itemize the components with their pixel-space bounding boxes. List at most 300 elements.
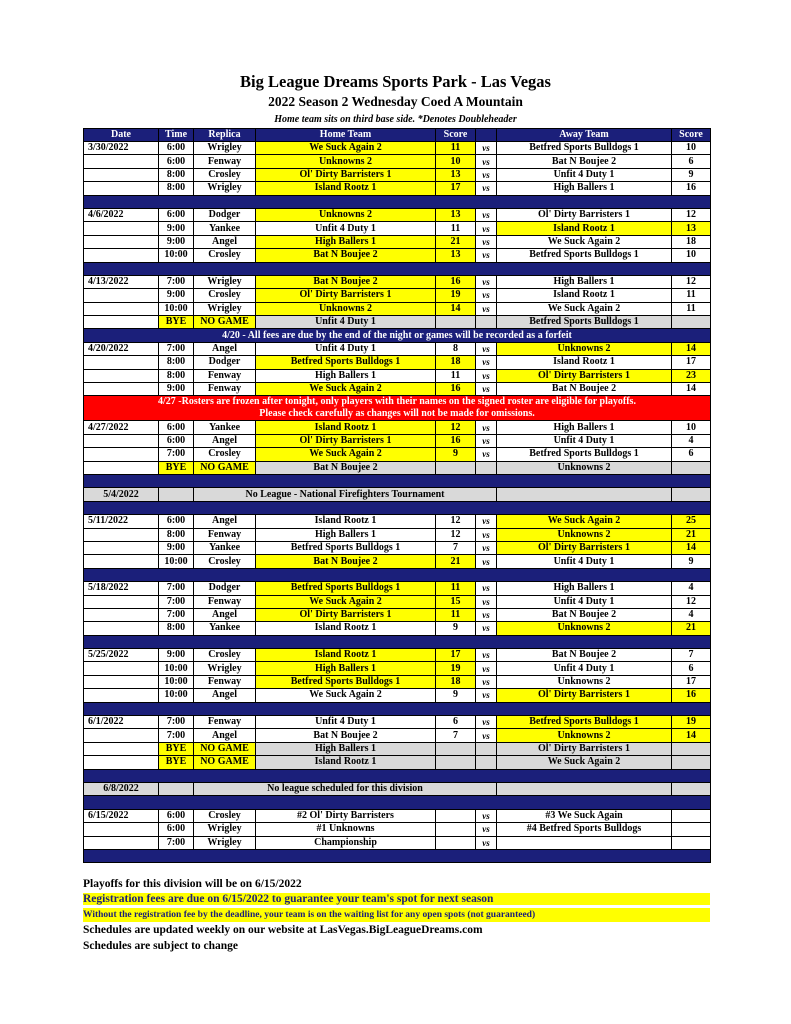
home-team-cell: Island Rootz 1 xyxy=(256,182,436,195)
away-score-cell: 4 xyxy=(672,434,711,447)
home-score-cell: 15 xyxy=(436,595,476,608)
replica-cell: Wrigley xyxy=(194,823,256,836)
away-score-cell: 14 xyxy=(672,729,711,742)
separator-row xyxy=(84,262,711,275)
home-team-cell: Unfit 4 Duty 1 xyxy=(256,222,436,235)
away-team-cell: Betfred Sports Bulldogs 1 xyxy=(497,316,672,329)
waiting-list-note: Without the registration fee by the deadline, your team is on the waiting list for any open spots (not guaranteed) xyxy=(83,908,710,922)
away-team-cell: High Ballers 1 xyxy=(497,275,672,288)
replica-cell: Angel xyxy=(194,434,256,447)
away-score-cell: 14 xyxy=(672,342,711,355)
away-score-cell: 6 xyxy=(672,662,711,675)
time-cell: 9:00 xyxy=(159,235,194,248)
away-score-cell: 16 xyxy=(672,689,711,702)
away-score-cell: 4 xyxy=(672,608,711,621)
time-cell: 8:00 xyxy=(159,168,194,181)
away-team-cell: Ol' Dirty Barristers 1 xyxy=(497,541,672,554)
home-score-cell: 11 xyxy=(436,142,476,155)
vs-cell: vs xyxy=(476,662,497,675)
home-score-cell: 18 xyxy=(436,356,476,369)
date-cell xyxy=(84,662,159,675)
date-cell xyxy=(84,289,159,302)
replica-cell: Angel xyxy=(194,342,256,355)
empty-cell xyxy=(159,782,194,795)
home-team-cell: Bat N Boujee 2 xyxy=(256,461,436,474)
game-row xyxy=(84,608,711,621)
date-cell xyxy=(84,155,159,168)
away-score-cell xyxy=(672,836,711,849)
date-cell xyxy=(84,608,159,621)
separator-row xyxy=(84,635,711,648)
away-team-cell: High Ballers 1 xyxy=(497,582,672,595)
replica-cell: Angel xyxy=(194,729,256,742)
game-row xyxy=(84,515,711,528)
bye-row xyxy=(84,742,711,755)
replica-cell: Wrigley xyxy=(194,662,256,675)
date-cell: 4/20/2022 xyxy=(84,342,159,355)
time-cell: 6:00 xyxy=(159,515,194,528)
replica-cell: Angel xyxy=(194,608,256,621)
away-team-cell: We Suck Again 2 xyxy=(497,302,672,315)
replica-cell: Yankee xyxy=(194,622,256,635)
home-team-cell: We Suck Again 2 xyxy=(256,383,436,396)
away-team-cell: We Suck Again 2 xyxy=(497,515,672,528)
replica-cell: Crosley xyxy=(194,448,256,461)
away-team-cell: Ol' Dirty Barristers 1 xyxy=(497,369,672,382)
away-score-cell: 18 xyxy=(672,235,711,248)
away-score-cell: 12 xyxy=(672,208,711,221)
game-row xyxy=(84,249,711,262)
date-cell xyxy=(84,383,159,396)
vs-cell xyxy=(476,742,497,755)
away-team-cell: High Ballers 1 xyxy=(497,421,672,434)
vs-cell: vs xyxy=(476,836,497,849)
home-score-cell: 13 xyxy=(436,208,476,221)
separator-cell xyxy=(84,501,711,514)
replica-cell: Wrigley xyxy=(194,275,256,288)
game-row xyxy=(84,383,711,396)
home-score-cell: 12 xyxy=(436,528,476,541)
home-score-cell: 11 xyxy=(436,608,476,621)
vs-cell: vs xyxy=(476,369,497,382)
date-cell: 6/15/2022 xyxy=(84,809,159,822)
separator-cell xyxy=(84,262,711,275)
replica-cell: Wrigley xyxy=(194,182,256,195)
game-row xyxy=(84,662,711,675)
date-cell: 5/18/2022 xyxy=(84,582,159,595)
col-date: Date xyxy=(84,129,159,142)
time-cell: 8:00 xyxy=(159,528,194,541)
vs-cell: vs xyxy=(476,342,497,355)
home-team-cell: Bat N Boujee 2 xyxy=(256,249,436,262)
away-score-cell: 4 xyxy=(672,582,711,595)
game-row xyxy=(84,541,711,554)
away-team-cell: Island Rootz 1 xyxy=(497,289,672,302)
schedule-body xyxy=(84,129,711,863)
home-score-cell: 11 xyxy=(436,222,476,235)
vs-cell: vs xyxy=(476,582,497,595)
time-cell: 9:00 xyxy=(159,289,194,302)
header-row xyxy=(84,129,711,142)
date-cell xyxy=(84,235,159,248)
no-league-text: No league scheduled for this division xyxy=(194,782,497,795)
away-score-cell xyxy=(672,742,711,755)
home-team-cell: We Suck Again 2 xyxy=(256,595,436,608)
time-cell: 8:00 xyxy=(159,622,194,635)
roster-notice-line2: Please check carefully as changes will not be made for omissions. xyxy=(259,408,535,420)
vs-cell xyxy=(476,461,497,474)
away-score-cell: 6 xyxy=(672,448,711,461)
away-score-cell: 9 xyxy=(672,168,711,181)
vs-cell: vs xyxy=(476,595,497,608)
away-team-cell: Betfred Sports Bulldogs 1 xyxy=(497,142,672,155)
home-team-cell: #2 Ol' Dirty Barristers xyxy=(256,809,436,822)
vs-cell: vs xyxy=(476,515,497,528)
away-team-cell: Unknowns 2 xyxy=(497,622,672,635)
replica-cell: Crosley xyxy=(194,168,256,181)
away-team-cell: Ol' Dirty Barristers 1 xyxy=(497,208,672,221)
home-score-cell: 7 xyxy=(436,729,476,742)
game-row xyxy=(84,168,711,181)
empty-cell xyxy=(159,488,194,501)
col-vs xyxy=(476,129,497,142)
date-cell xyxy=(84,675,159,688)
home-score-cell: 8 xyxy=(436,342,476,355)
away-score-cell: 10 xyxy=(672,249,711,262)
vs-cell: vs xyxy=(476,729,497,742)
bye-row xyxy=(84,756,711,769)
home-score-cell: 16 xyxy=(436,275,476,288)
bye-label: BYE xyxy=(159,742,194,755)
away-score-cell: 12 xyxy=(672,275,711,288)
time-cell: 6:00 xyxy=(159,434,194,447)
date-cell xyxy=(84,555,159,568)
time-cell: 6:00 xyxy=(159,809,194,822)
vs-cell: vs xyxy=(476,289,497,302)
date-cell xyxy=(84,729,159,742)
home-score-cell: 6 xyxy=(436,716,476,729)
game-row xyxy=(84,302,711,315)
replica-cell: Yankee xyxy=(194,421,256,434)
away-score-cell: 17 xyxy=(672,356,711,369)
game-row xyxy=(84,275,711,288)
home-score-cell: 13 xyxy=(436,168,476,181)
separator-row xyxy=(84,474,711,487)
game-row xyxy=(84,622,711,635)
home-score-cell: 16 xyxy=(436,434,476,447)
replica-cell: Fenway xyxy=(194,369,256,382)
separator-cell xyxy=(84,796,711,809)
time-cell: 10:00 xyxy=(159,675,194,688)
away-team-cell: High Ballers 1 xyxy=(497,182,672,195)
time-cell: 7:00 xyxy=(159,716,194,729)
away-team-cell: We Suck Again 2 xyxy=(497,235,672,248)
date-cell: 3/30/2022 xyxy=(84,142,159,155)
game-row xyxy=(84,208,711,221)
away-team-cell: Ol' Dirty Barristers 1 xyxy=(497,689,672,702)
vs-cell: vs xyxy=(476,222,497,235)
no-game-label: NO GAME xyxy=(194,461,256,474)
game-row xyxy=(84,142,711,155)
time-cell: 9:00 xyxy=(159,541,194,554)
game-row xyxy=(84,342,711,355)
home-score-cell: 17 xyxy=(436,649,476,662)
home-score-cell xyxy=(436,756,476,769)
replica-cell: Crosley xyxy=(194,809,256,822)
time-cell: 10:00 xyxy=(159,689,194,702)
separator-row xyxy=(84,195,711,208)
home-score-cell: 21 xyxy=(436,555,476,568)
time-cell: 10:00 xyxy=(159,555,194,568)
home-team-cell: #1 Unknowns xyxy=(256,823,436,836)
home-score-cell: 14 xyxy=(436,302,476,315)
away-team-cell: Unfit 4 Duty 1 xyxy=(497,662,672,675)
game-row xyxy=(84,155,711,168)
separator-cell xyxy=(84,849,711,862)
home-team-cell: Ol' Dirty Barristers 1 xyxy=(256,289,436,302)
replica-cell: Fenway xyxy=(194,155,256,168)
date-cell: 6/1/2022 xyxy=(84,716,159,729)
home-team-cell: Betfred Sports Bulldogs 1 xyxy=(256,675,436,688)
home-team-cell: Island Rootz 1 xyxy=(256,421,436,434)
page-title: Big League Dreams Sports Park - Las Vegas xyxy=(240,72,551,91)
home-team-cell: Island Rootz 1 xyxy=(256,649,436,662)
time-cell: 7:00 xyxy=(159,608,194,621)
home-team-cell: Unfit 4 Duty 1 xyxy=(256,316,436,329)
bye-label: BYE xyxy=(159,756,194,769)
date-cell: 5/25/2022 xyxy=(84,649,159,662)
away-team-cell: Betfred Sports Bulldogs 1 xyxy=(497,448,672,461)
vs-cell: vs xyxy=(476,528,497,541)
vs-cell: vs xyxy=(476,716,497,729)
replica-cell: Dodger xyxy=(194,356,256,369)
home-score-cell xyxy=(436,809,476,822)
vs-cell: vs xyxy=(476,168,497,181)
home-team-cell: Unknowns 2 xyxy=(256,302,436,315)
home-score-cell: 17 xyxy=(436,182,476,195)
time-cell: 6:00 xyxy=(159,155,194,168)
replica-cell: Dodger xyxy=(194,208,256,221)
col-home-score: Score xyxy=(436,129,476,142)
game-row xyxy=(84,716,711,729)
home-team-cell: Unknowns 2 xyxy=(256,208,436,221)
time-cell: 9:00 xyxy=(159,383,194,396)
vs-cell: vs xyxy=(476,675,497,688)
replica-cell: Fenway xyxy=(194,595,256,608)
away-score-cell: 16 xyxy=(672,182,711,195)
home-score-cell: 11 xyxy=(436,582,476,595)
home-score-cell: 9 xyxy=(436,448,476,461)
home-team-cell: Island Rootz 1 xyxy=(256,622,436,635)
page-subtitle: 2022 Season 2 Wednesday Coed A Mountain xyxy=(268,94,523,109)
game-row xyxy=(84,289,711,302)
away-team-cell: Island Rootz 1 xyxy=(497,356,672,369)
time-cell: 9:00 xyxy=(159,649,194,662)
separator-cell xyxy=(84,195,711,208)
replica-cell: Crosley xyxy=(194,249,256,262)
subject-note: Schedules are subject to change xyxy=(83,940,239,952)
home-score-cell: 9 xyxy=(436,689,476,702)
replica-cell: Fenway xyxy=(194,716,256,729)
replica-cell: Fenway xyxy=(194,383,256,396)
empty-cell xyxy=(672,488,711,501)
home-team-cell: High Ballers 1 xyxy=(256,369,436,382)
away-team-cell: Ol' Dirty Barristers 1 xyxy=(497,742,672,755)
date-cell xyxy=(84,541,159,554)
away-team-cell: #4 Betfred Sports Bulldogs xyxy=(497,823,672,836)
vs-cell: vs xyxy=(476,182,497,195)
date-cell xyxy=(84,448,159,461)
away-score-cell: 12 xyxy=(672,595,711,608)
home-team-cell: Betfred Sports Bulldogs 1 xyxy=(256,582,436,595)
replica-cell: Crosley xyxy=(194,555,256,568)
home-score-cell: 21 xyxy=(436,235,476,248)
date-cell xyxy=(84,369,159,382)
time-cell: 6:00 xyxy=(159,142,194,155)
home-team-cell: Betfred Sports Bulldogs 1 xyxy=(256,541,436,554)
game-row xyxy=(84,729,711,742)
game-row xyxy=(84,222,711,235)
home-team-cell: Bat N Boujee 2 xyxy=(256,275,436,288)
away-team-cell: Island Rootz 1 xyxy=(497,222,672,235)
home-score-cell xyxy=(436,836,476,849)
vs-cell: vs xyxy=(476,208,497,221)
time-cell: 9:00 xyxy=(159,222,194,235)
vs-cell: vs xyxy=(476,649,497,662)
home-score-cell: 10 xyxy=(436,155,476,168)
no-game-label: NO GAME xyxy=(194,756,256,769)
bye-row xyxy=(84,316,711,329)
fees-notice: 4/20 - All fees are due by the end of the night or games will be recorded as a forfeit xyxy=(84,329,711,342)
col-away-score: Score xyxy=(672,129,711,142)
home-team-cell: Ol' Dirty Barristers 1 xyxy=(256,434,436,447)
separator-row xyxy=(84,702,711,715)
away-team-cell: Betfred Sports Bulldogs 1 xyxy=(497,249,672,262)
away-score-cell: 9 xyxy=(672,555,711,568)
home-score-cell: 11 xyxy=(436,369,476,382)
away-team-cell: #3 We Suck Again xyxy=(497,809,672,822)
vs-cell: vs xyxy=(476,235,497,248)
game-row xyxy=(84,675,711,688)
registration-note: Registration fees are due on 6/15/2022 to guarantee your team's spot for next season xyxy=(83,893,710,905)
away-team-cell: Unknowns 2 xyxy=(497,675,672,688)
col-away-team: Away Team xyxy=(497,129,672,142)
date-cell: 4/6/2022 xyxy=(84,208,159,221)
home-score-cell xyxy=(436,742,476,755)
away-score-cell: 17 xyxy=(672,675,711,688)
game-row xyxy=(84,582,711,595)
home-score-cell: 16 xyxy=(436,383,476,396)
away-team-cell: Bat N Boujee 2 xyxy=(497,155,672,168)
away-team-cell: Betfred Sports Bulldogs 1 xyxy=(497,716,672,729)
game-row xyxy=(84,836,711,849)
away-team-cell: Unfit 4 Duty 1 xyxy=(497,434,672,447)
date-cell xyxy=(84,528,159,541)
game-row xyxy=(84,448,711,461)
game-row xyxy=(84,356,711,369)
home-team-cell: Ol' Dirty Barristers 1 xyxy=(256,168,436,181)
vs-cell: vs xyxy=(476,275,497,288)
date-cell xyxy=(84,182,159,195)
home-score-cell: 12 xyxy=(436,421,476,434)
game-row xyxy=(84,555,711,568)
vs-cell: vs xyxy=(476,448,497,461)
replica-cell: Crosley xyxy=(194,649,256,662)
game-row xyxy=(84,235,711,248)
roster-notice-row xyxy=(84,396,711,421)
no-league-row xyxy=(84,488,711,501)
home-team-cell: Unfit 4 Duty 1 xyxy=(256,342,436,355)
away-team-cell xyxy=(497,836,672,849)
away-team-cell: We Suck Again 2 xyxy=(497,756,672,769)
time-cell: 7:00 xyxy=(159,595,194,608)
home-team-cell: Bat N Boujee 2 xyxy=(256,729,436,742)
bye-label: BYE xyxy=(159,461,194,474)
game-row xyxy=(84,434,711,447)
date-cell xyxy=(84,622,159,635)
time-cell: 10:00 xyxy=(159,302,194,315)
vs-cell: vs xyxy=(476,249,497,262)
vs-cell: vs xyxy=(476,155,497,168)
game-row xyxy=(84,421,711,434)
no-game-label: NO GAME xyxy=(194,316,256,329)
date-cell xyxy=(84,249,159,262)
home-score-cell xyxy=(436,316,476,329)
vs-cell: vs xyxy=(476,434,497,447)
separator-row xyxy=(84,849,711,862)
col-time: Time xyxy=(159,129,194,142)
date-cell xyxy=(84,823,159,836)
col-home-team: Home Team xyxy=(256,129,436,142)
date-cell xyxy=(84,316,159,329)
home-team-cell: High Ballers 1 xyxy=(256,742,436,755)
home-team-cell: Unfit 4 Duty 1 xyxy=(256,716,436,729)
home-team-cell: High Ballers 1 xyxy=(256,662,436,675)
schedule-table xyxy=(83,128,711,863)
replica-cell: Angel xyxy=(194,515,256,528)
home-score-cell: 19 xyxy=(436,289,476,302)
time-cell: 7:00 xyxy=(159,275,194,288)
away-score-cell: 10 xyxy=(672,142,711,155)
away-team-cell: Unfit 4 Duty 1 xyxy=(497,555,672,568)
away-score-cell xyxy=(672,316,711,329)
roster-notice-line1: 4/27 -Rosters are frozen after tonight, only players with their names on the signed roster are eligible for playoffs. xyxy=(158,396,636,408)
away-score-cell: 11 xyxy=(672,289,711,302)
home-score-cell: 9 xyxy=(436,622,476,635)
time-cell: 7:00 xyxy=(159,342,194,355)
game-row xyxy=(84,689,711,702)
home-team-cell: High Ballers 1 xyxy=(256,528,436,541)
home-team-cell: Unknowns 2 xyxy=(256,155,436,168)
away-score-cell xyxy=(672,756,711,769)
date-cell xyxy=(84,756,159,769)
home-team-cell: Betfred Sports Bulldogs 1 xyxy=(256,356,436,369)
home-team-cell: We Suck Again 2 xyxy=(256,142,436,155)
date-cell xyxy=(84,434,159,447)
website-note: Schedules are updated weekly on our website at LasVegas.BigLeagueDreams.com xyxy=(83,924,483,936)
vs-cell: vs xyxy=(476,622,497,635)
replica-cell: Yankee xyxy=(194,222,256,235)
home-team-note: Home team sits on third base side. *Denotes Doubleheader xyxy=(274,114,517,125)
replica-cell: Fenway xyxy=(194,528,256,541)
away-team-cell: Unfit 4 Duty 1 xyxy=(497,595,672,608)
game-row xyxy=(84,809,711,822)
vs-cell: vs xyxy=(476,689,497,702)
away-score-cell: 21 xyxy=(672,528,711,541)
date-cell: 5/4/2022 xyxy=(84,488,159,501)
home-team-cell: We Suck Again 2 xyxy=(256,689,436,702)
date-cell: 6/8/2022 xyxy=(84,782,159,795)
